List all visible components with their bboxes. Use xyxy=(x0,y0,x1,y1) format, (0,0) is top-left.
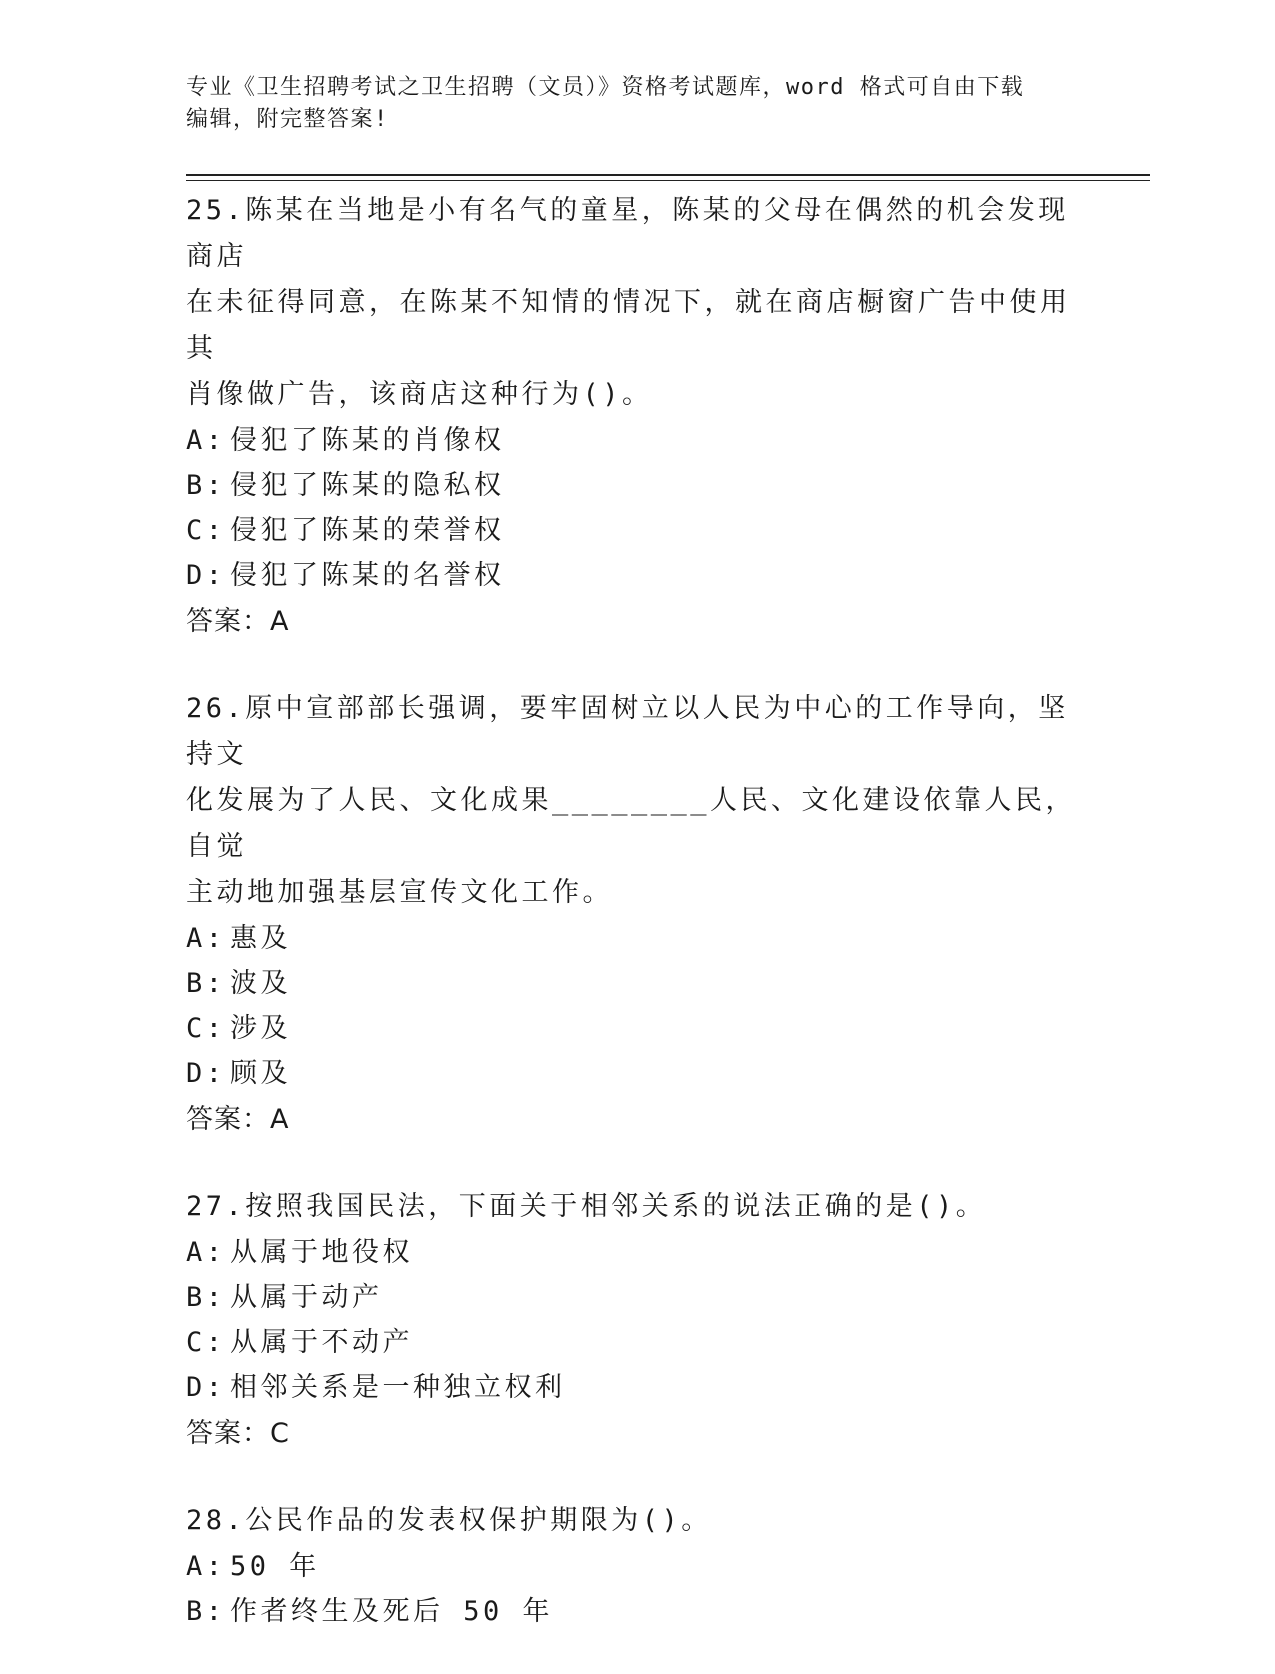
option-text: 作者终生及死后 50 年 xyxy=(230,1596,554,1627)
option-text: 惠及 xyxy=(230,923,291,954)
option-text: 侵犯了陈某的名誉权 xyxy=(230,560,505,591)
option-text: 相邻关系是一种独立权利 xyxy=(230,1372,566,1403)
option-text: 从属于地役权 xyxy=(230,1237,413,1268)
document-header xyxy=(186,72,1086,136)
header-line-2: 编辑，附完整答案! xyxy=(186,107,389,132)
option-a xyxy=(186,1544,1086,1589)
option-a xyxy=(186,916,1086,961)
option-d xyxy=(186,1051,1086,1096)
option-key: B: xyxy=(186,1596,226,1627)
option-text: 侵犯了陈某的肖像权 xyxy=(230,425,505,456)
question-27 xyxy=(186,1184,1086,1458)
option-b xyxy=(186,1275,1086,1320)
option-text: 侵犯了陈某的荣誉权 xyxy=(230,515,505,546)
option-key: B: xyxy=(186,968,226,999)
option-b xyxy=(186,463,1086,508)
option-key: A: xyxy=(186,1551,226,1582)
option-text: 从属于动产 xyxy=(230,1282,383,1313)
header-line-1: 专业《卫生招聘考试之卫生招聘（文员）》资格考试题库，word 格式可自由下载 xyxy=(186,75,1025,100)
question-25 xyxy=(186,188,1086,646)
option-c xyxy=(186,1320,1086,1365)
option-key: A: xyxy=(186,923,226,954)
option-a xyxy=(186,1230,1086,1275)
question-stem-line: 主动地加强基层宣传文化工作。 xyxy=(186,877,613,908)
option-d xyxy=(186,553,1086,598)
option-text: 侵犯了陈某的隐私权 xyxy=(230,470,505,501)
option-c xyxy=(186,1006,1086,1051)
question-stem-line: 28.公民作品的发表权保护期限为()。 xyxy=(186,1505,712,1536)
option-c xyxy=(186,508,1086,553)
question-26 xyxy=(186,686,1086,1144)
option-key: B: xyxy=(186,470,226,501)
option-key: D: xyxy=(186,1058,226,1089)
option-a xyxy=(186,418,1086,463)
option-key: A: xyxy=(186,425,226,456)
answer-line: 答案：A xyxy=(186,1104,290,1135)
question-stem-line: 在未征得同意，在陈某不知情的情况下，就在商店橱窗广告中使用其 xyxy=(186,287,1071,364)
header-divider-thin xyxy=(186,180,1150,181)
option-text: 50 年 xyxy=(230,1551,320,1582)
option-text: 顾及 xyxy=(230,1058,291,1089)
question-stem-line: 化发展为了人民、文化成果________人民、文化建设依靠人民，自觉 xyxy=(186,785,1077,862)
option-text: 波及 xyxy=(230,968,291,999)
option-key: B: xyxy=(186,1282,226,1313)
option-key: C: xyxy=(186,1327,226,1358)
option-key: D: xyxy=(186,1372,226,1403)
question-stem-line: 26.原中宣部部长强调，要牢固树立以人民为中心的工作导向，坚持文 xyxy=(186,693,1069,770)
option-text: 涉及 xyxy=(230,1013,291,1044)
option-b xyxy=(186,1589,1086,1634)
answer-line: 答案：A xyxy=(186,606,290,637)
option-key: C: xyxy=(186,1013,226,1044)
question-stem-line: 25.陈某在当地是小有名气的童星，陈某的父母在偶然的机会发现商店 xyxy=(186,195,1069,272)
option-d xyxy=(186,1365,1086,1410)
option-key: A: xyxy=(186,1237,226,1268)
question-list xyxy=(186,188,1086,1674)
question-stem-line: 27.按照我国民法，下面关于相邻关系的说法正确的是()。 xyxy=(186,1191,987,1222)
header-divider-thick xyxy=(186,174,1150,176)
question-stem-line: 肖像做广告，该商店这种行为()。 xyxy=(186,379,653,410)
option-key: D: xyxy=(186,560,226,591)
question-28 xyxy=(186,1498,1086,1634)
option-key: C: xyxy=(186,515,226,546)
answer-line: 答案：C xyxy=(186,1418,290,1449)
option-text: 从属于不动产 xyxy=(230,1327,413,1358)
option-b xyxy=(186,961,1086,1006)
